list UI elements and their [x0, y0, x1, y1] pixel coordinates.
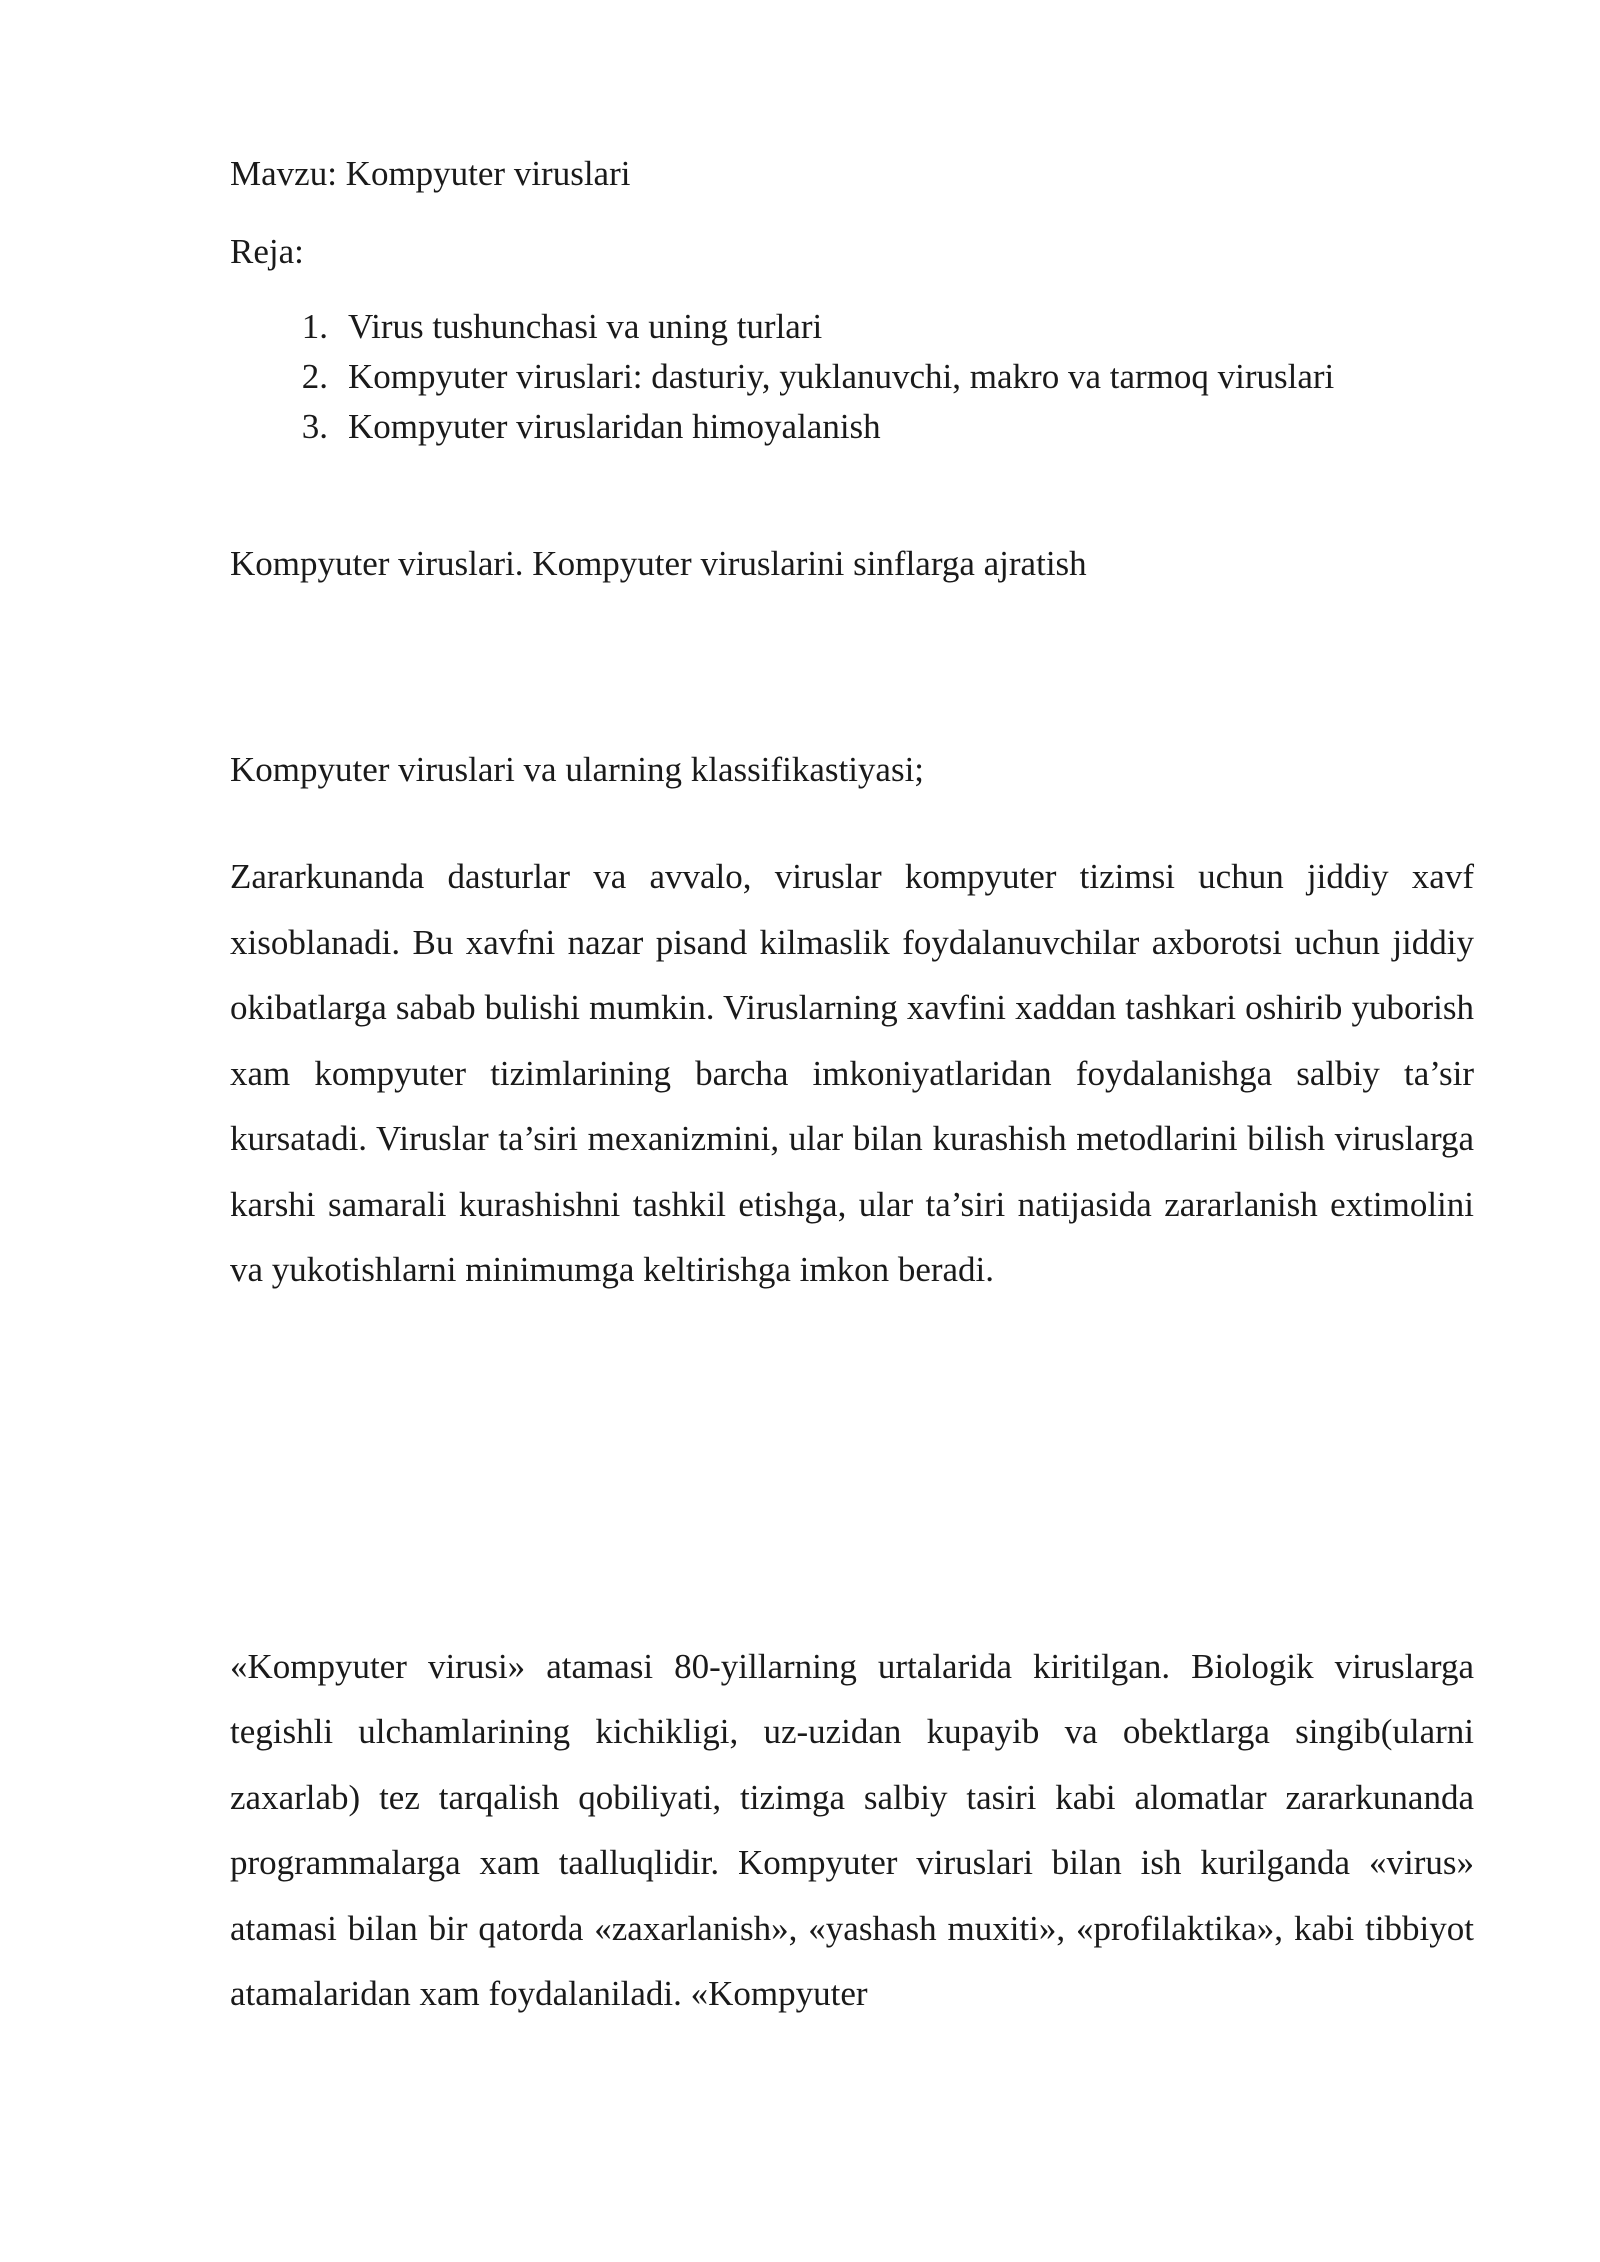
- plan-item: [230, 302, 1474, 352]
- document-content: [230, 150, 1474, 2027]
- plan-item-number: 3.: [301, 407, 328, 446]
- section-title: Kompyuter viruslari. Kompyuter viruslarini sinflarga ajratish: [230, 544, 1087, 583]
- plan-item-text: Virus tushunchasi va uning turlari: [348, 307, 823, 346]
- body-paragraph-1: Zararkunanda dasturlar va avvalo, viruslar kompyuter tizimsi uchun jiddiy xavf xisoblanadi. Bu xavfni nazar pisand kilmaslik foydalanuvchilar axborotsi uchun jiddiy okibatlarga sabab bulishi mumkin. Viruslarning xavfini xaddan tashkari oshirib yuborish xam kompyuter tizimlarining barcha imkoniyatlaridan foydalanishga salbiy ta’sir kursatadi. Viruslar ta’siri mexanizmini, ular bilan kurashish metodlarini bilish viruslarga karshi samarali kurashishni tashkil etishga, ular ta’siri natijasida zararlanish extimolini va yukotishlarni minimumga keltirishga imkon beradi.: [230, 857, 1474, 1289]
- plan-list: [230, 302, 1474, 452]
- subsection-title: Kompyuter viruslari va ularning klassifikastiyasi;: [230, 750, 925, 789]
- plan-item-text: Kompyuter viruslaridan himoyalanish: [348, 407, 881, 446]
- plan-item-number: 2.: [301, 357, 328, 396]
- body-paragraph-2: «Kompyuter virusi» atamasi 80-yillarning urtalarida kiritilgan. Biologik viruslarga tegishli ulchamlarining kichikligi, uz-uzidan kupayib va obektlarga singib(ularni zaxarlab) tez tarqalish qobiliyati, tizimga salbiy tasiri kabi alomatlar zararkunanda programmalarga xam taalluqlidir. Kompyuter viruslari bilan ish kurilganda «virus» atamasi bilan bir qatorda «zaxarlanish», «yashash muxiti», «profilaktika», kabi tibbiyot atamalaridan xam foydalaniladi. «Kompyuter: [230, 1646, 1474, 2013]
- topic-heading: Mavzu: Kompyuter viruslari: [230, 154, 631, 193]
- plan-item: [230, 352, 1474, 402]
- plan-item-number: 1.: [301, 307, 328, 346]
- plan-label: Reja:: [230, 232, 304, 271]
- plan-item-text: Kompyuter viruslari: dasturiy, yuklanuvchi, makro va tarmoq viruslari: [348, 357, 1335, 396]
- plan-item: [230, 402, 1474, 452]
